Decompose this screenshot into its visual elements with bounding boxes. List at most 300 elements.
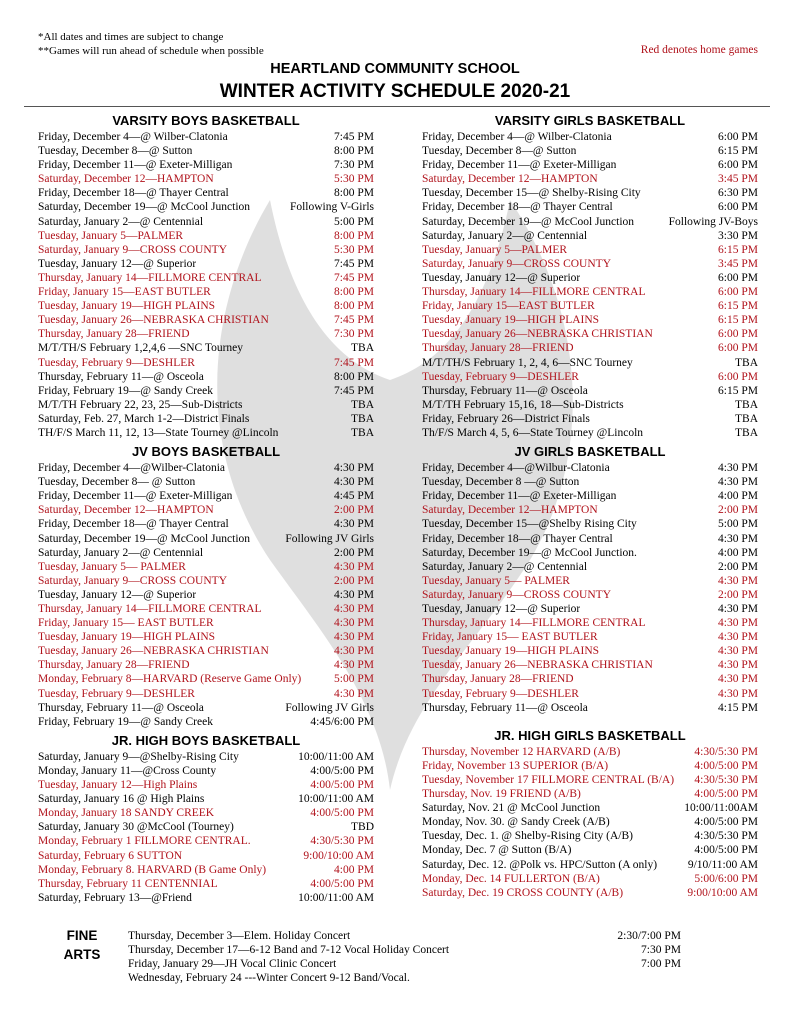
schedule-row bbox=[38, 130, 374, 144]
event-time: 4:00 PM bbox=[718, 546, 758, 559]
schedule-row bbox=[422, 327, 758, 341]
event-time: 6:00 PM bbox=[718, 370, 758, 383]
schedule-row bbox=[422, 658, 758, 672]
schedule-row bbox=[422, 370, 758, 384]
schedule-row bbox=[422, 759, 758, 773]
event-time: 10:00/11:00 AM bbox=[298, 750, 374, 763]
event-text: Saturday, January 9—CROSS COUNTY bbox=[422, 588, 611, 601]
event-time: 4:45/6:00 PM bbox=[310, 715, 374, 728]
event-time: 3:30 PM bbox=[718, 229, 758, 242]
event-time: 5:00 PM bbox=[334, 673, 374, 686]
jv-boys-schedule bbox=[38, 461, 374, 729]
note-games: **Games will run ahead of schedule when possible bbox=[38, 45, 264, 57]
event-text: Tuesday, Dec. 1. @ Shelby-Rising City (A/B) bbox=[422, 830, 633, 843]
event-time: 4:30/5:30 PM bbox=[310, 835, 374, 848]
event-text: Tuesday, December 15—@Shelby Rising City bbox=[422, 518, 637, 531]
event-time: 2:00 PM bbox=[334, 546, 374, 559]
event-text: Tuesday, January 12—@ Superior bbox=[38, 588, 197, 601]
section-title-varsity-girls: VARSITY GIRLS BASKETBALL bbox=[494, 113, 686, 128]
schedule-row bbox=[422, 829, 758, 843]
event-text: Saturday, Dec. 19 CROSS COUNTY (A/B) bbox=[422, 886, 624, 899]
event-time: 4:00/5:00 PM bbox=[310, 807, 374, 820]
event-time: 7:45 PM bbox=[334, 314, 374, 327]
event-text: Saturday, January 2—@ Centennial bbox=[38, 546, 204, 559]
schedule-row bbox=[38, 792, 374, 806]
schedule-row bbox=[38, 517, 374, 531]
event-text: Thursday, January 28—FRIEND bbox=[422, 342, 574, 355]
event-text: Tuesday, January 26—NEBRASKA CHRISTIAN bbox=[38, 645, 269, 658]
event-time: 5:00 PM bbox=[718, 518, 758, 531]
event-time: 4:00/5:00 PM bbox=[310, 877, 374, 890]
event-time: 4:00/5:00 PM bbox=[694, 788, 758, 801]
event-time: 4:00/5:00 PM bbox=[310, 764, 374, 777]
event-time: 4:30/5:30 PM bbox=[694, 745, 758, 758]
event-time: 4:30 PM bbox=[718, 476, 758, 489]
event-time: 2:00 PM bbox=[718, 560, 758, 573]
schedule-row bbox=[38, 820, 374, 834]
schedule-row bbox=[422, 560, 758, 574]
schedule-row bbox=[422, 186, 758, 200]
section-title-jr-girls: JR. HIGH GIRLS BASKETBALL bbox=[494, 727, 686, 743]
event-time: 5:00/6:00 PM bbox=[694, 872, 758, 885]
schedule-row bbox=[38, 215, 374, 229]
event-time: 2:00 PM bbox=[718, 588, 758, 601]
event-time: 6:15 PM bbox=[718, 145, 758, 158]
jr-high-girls-schedule bbox=[422, 745, 758, 900]
schedule-row bbox=[38, 299, 374, 313]
event-text: Friday, December 4—@ Wilber-Clatonia bbox=[422, 131, 612, 143]
schedule-row bbox=[422, 801, 758, 815]
event-time: 8:00 PM bbox=[334, 187, 374, 200]
schedule-row bbox=[422, 630, 758, 644]
event-text: Monday, February 1 FILLMORE CENTRAL. bbox=[38, 835, 251, 848]
event-time: 6:15 PM bbox=[718, 300, 758, 313]
event-text: Saturday, December 19—@ McCool Junction bbox=[38, 201, 251, 214]
event-time: 2:00 PM bbox=[334, 574, 374, 587]
event-time: 4:30 PM bbox=[334, 659, 374, 672]
schedule-row bbox=[38, 701, 374, 715]
event-time: 7:30 PM bbox=[334, 328, 374, 341]
event-time: 4:30 PM bbox=[334, 588, 374, 601]
schedule-row bbox=[38, 158, 374, 172]
schedule-row bbox=[422, 243, 758, 257]
schedule-row bbox=[38, 341, 374, 355]
fine-arts-schedule bbox=[128, 929, 681, 985]
event-text: Saturday, January 2—@ Centennial bbox=[422, 229, 588, 242]
event-time: 6:15 PM bbox=[718, 384, 758, 397]
event-text: Friday, January 15— EAST BUTLER bbox=[38, 617, 214, 630]
event-text: Thursday, November 12 HARVARD (A/B) bbox=[422, 745, 621, 758]
fine-arts-label-line1: FINE bbox=[66, 928, 98, 943]
event-time: 4:30/5:30 PM bbox=[694, 773, 758, 786]
schedule-row bbox=[422, 412, 758, 426]
event-text: Saturday, Nov. 21 @ McCool Junction bbox=[422, 802, 601, 815]
schedule-row bbox=[38, 327, 374, 341]
event-text: Tuesday, February 9—DESHLER bbox=[38, 356, 195, 369]
event-text: Thursday, January 28—FRIEND bbox=[38, 659, 190, 672]
schedule-row bbox=[422, 886, 758, 900]
event-time: 4:15 PM bbox=[718, 701, 758, 714]
event-text: Thursday, February 11 CENTENNIAL bbox=[38, 877, 218, 890]
event-time: 6:15 PM bbox=[718, 243, 758, 256]
event-text: Thursday, February 11—@ Osceola bbox=[38, 701, 204, 714]
event-text: Thursday, January 14—FILLMORE CENTRAL bbox=[38, 271, 262, 284]
schedule-row bbox=[422, 672, 758, 686]
event-text: Friday, December 11—@ Exeter-Milligan bbox=[38, 159, 233, 172]
event-time: TBA bbox=[351, 398, 374, 411]
schedule-row bbox=[38, 574, 374, 588]
schedule-row bbox=[38, 356, 374, 370]
event-time: 4:30 PM bbox=[334, 476, 374, 489]
schedule-row bbox=[422, 843, 758, 857]
schedule-row bbox=[422, 687, 758, 701]
event-time: 4:30 PM bbox=[718, 574, 758, 587]
event-time: 4:00 PM bbox=[718, 490, 758, 503]
event-text: Friday, December 18—@ Thayer Central bbox=[422, 201, 613, 214]
page-title: WINTER ACTIVITY SCHEDULE 2020-21 bbox=[219, 81, 571, 102]
schedule-row bbox=[38, 849, 374, 863]
event-time: 8:00 PM bbox=[334, 286, 374, 299]
event-time: 3:45 PM bbox=[718, 173, 758, 186]
event-text: Thursday, January 14—FILLMORE CENTRAL bbox=[422, 617, 646, 630]
section-title-jv-girls: JV GIRLS BASKETBALL bbox=[514, 444, 666, 460]
event-text: Friday, February 19—@ Sandy Creek bbox=[38, 384, 213, 397]
schedule-row bbox=[422, 815, 758, 829]
event-text: Friday, February 26—District Finals bbox=[422, 412, 590, 425]
event-text: Tuesday, January 19—HIGH PLAINS bbox=[422, 314, 600, 327]
schedule-row bbox=[422, 546, 758, 560]
event-time: 6:00 PM bbox=[718, 286, 758, 299]
event-text: Saturday, February 13—@Friend bbox=[38, 891, 192, 904]
event-time: 9:00/10:00 AM bbox=[303, 849, 374, 862]
event-text: Friday, December 18—@ Thayer Central bbox=[38, 187, 229, 200]
event-time: 4:00/5:00 PM bbox=[694, 816, 758, 829]
event-time: 4:30 PM bbox=[334, 518, 374, 531]
schedule-row bbox=[422, 773, 758, 787]
event-text: Friday, January 15— EAST BUTLER bbox=[422, 631, 598, 644]
schedule-row bbox=[422, 229, 758, 243]
schedule-row bbox=[38, 503, 374, 517]
event-text: M/T/TH February 22, 23, 25—Sub-Districts bbox=[38, 398, 243, 411]
event-time: Following V-Girls bbox=[289, 201, 374, 214]
event-text: Tuesday, December 15—@ Shelby-Rising City bbox=[422, 187, 641, 200]
schedule-row bbox=[38, 602, 374, 616]
schedule-row bbox=[422, 356, 758, 370]
event-text: Tuesday, February 9—DESHLER bbox=[422, 687, 579, 700]
event-text: Tuesday, January 12—High Plains bbox=[38, 779, 198, 792]
event-text: Thursday, February 11—@ Osceola bbox=[422, 384, 588, 397]
event-time: 6:00 PM bbox=[718, 328, 758, 341]
schedule-row bbox=[422, 489, 758, 503]
schedule-row bbox=[38, 560, 374, 574]
event-text: Saturday, January 9—@Shelby-Rising City bbox=[38, 750, 239, 763]
event-text: Monday, Dec. 7 @ Sutton (B/A) bbox=[422, 844, 572, 857]
event-time: 4:30 PM bbox=[334, 617, 374, 630]
event-text: Tuesday, January 5— PALMER bbox=[422, 574, 570, 587]
schedule-row bbox=[38, 398, 374, 412]
event-text: Monday, February 8. HARVARD (B Game Only) bbox=[38, 863, 267, 876]
schedule-row bbox=[422, 299, 758, 313]
event-text: Saturday, January 2—@ Centennial bbox=[422, 560, 588, 573]
schedule-row bbox=[422, 285, 758, 299]
event-time: 6:00 PM bbox=[718, 131, 758, 143]
event-time: 4:30 PM bbox=[718, 631, 758, 644]
event-time: Following JV Girls bbox=[285, 532, 374, 545]
event-text: Thursday, January 14—FILLMORE CENTRAL bbox=[422, 286, 646, 299]
event-time: 4:30 PM bbox=[718, 645, 758, 658]
event-time: 4:30 PM bbox=[718, 659, 758, 672]
event-time: TBA bbox=[735, 356, 758, 369]
schedule-row bbox=[38, 271, 374, 285]
event-text: Friday, November 13 SUPERIOR (B/A) bbox=[422, 759, 609, 772]
schedule-row bbox=[422, 341, 758, 355]
event-text: Monday, Nov. 30. @ Sandy Creek (A/B) bbox=[422, 816, 610, 829]
event-text: Tuesday, December 8—@ Sutton bbox=[38, 145, 193, 158]
schedule-row bbox=[128, 943, 681, 957]
event-time: 7:45 PM bbox=[334, 356, 374, 369]
event-text: Friday, December 18—@ Thayer Central bbox=[422, 532, 613, 545]
event-text: Tuesday, December 8— @ Sutton bbox=[38, 476, 196, 489]
event-text: Thursday, December 17—6-12 Band and 7-12 Vocal Holiday Concert bbox=[128, 944, 450, 956]
header-divider bbox=[24, 106, 770, 107]
event-time: 4:00/5:00 PM bbox=[694, 759, 758, 772]
event-time: Following JV Girls bbox=[285, 701, 374, 714]
event-time: 4:30/5:30 PM bbox=[694, 830, 758, 843]
event-text: Saturday, January 9—CROSS COUNTY bbox=[38, 574, 227, 587]
schedule-row bbox=[38, 257, 374, 271]
event-text: Tuesday, January 5—PALMER bbox=[422, 243, 568, 256]
schedule-row bbox=[422, 745, 758, 759]
event-text: Saturday, February 6 SUTTON bbox=[38, 849, 183, 862]
event-time: TBA bbox=[735, 412, 758, 425]
event-time: TBD bbox=[351, 821, 374, 834]
schedule-row bbox=[38, 834, 374, 848]
event-time: 4:30 PM bbox=[334, 560, 374, 573]
note-dates: *All dates and times are subject to change bbox=[38, 31, 224, 43]
schedule-row bbox=[422, 271, 758, 285]
event-text: M/T/TH/S February 1,2,4,6 —SNC Tourney bbox=[38, 342, 244, 355]
event-time: 6:00 PM bbox=[718, 271, 758, 284]
schedule-row bbox=[38, 658, 374, 672]
event-text: Wednesday, February 24 ---Winter Concert 9-12 Band/Vocal. bbox=[128, 972, 410, 984]
event-time: 4:00 PM bbox=[334, 863, 374, 876]
schedule-row bbox=[422, 130, 758, 144]
event-text: Friday, January 29—JH Vocal Clinic Concert bbox=[128, 958, 337, 970]
schedule-row bbox=[38, 532, 374, 546]
event-time: 4:30 PM bbox=[334, 645, 374, 658]
event-time: 6:00 PM bbox=[718, 342, 758, 355]
event-time: 7:45 PM bbox=[334, 131, 374, 143]
event-text: Saturday, December 19—@ McCool Junction bbox=[422, 215, 635, 228]
schedule-row bbox=[422, 503, 758, 517]
schedule-row bbox=[38, 172, 374, 186]
schedule-row bbox=[422, 872, 758, 886]
schedule-row bbox=[38, 891, 374, 905]
event-time: 4:00/5:00 PM bbox=[694, 844, 758, 857]
jv-girls-schedule bbox=[422, 461, 758, 715]
schedule-row bbox=[38, 426, 374, 440]
schedule-row bbox=[422, 158, 758, 172]
schedule-row bbox=[38, 475, 374, 489]
event-text: M/T/TH/S February 1, 2, 4, 6—SNC Tourney bbox=[422, 356, 633, 369]
event-time: 8:00 PM bbox=[334, 300, 374, 313]
schedule-row bbox=[422, 616, 758, 630]
event-text: Friday, February 19—@ Sandy Creek bbox=[38, 715, 213, 728]
schedule-row bbox=[38, 370, 374, 384]
event-text: Thursday, January 28—FRIEND bbox=[38, 328, 190, 341]
schedule-row bbox=[38, 186, 374, 200]
schedule-row bbox=[38, 877, 374, 891]
event-time: 4:45 PM bbox=[334, 490, 374, 503]
event-text: Tuesday, January 19—HIGH PLAINS bbox=[38, 631, 216, 644]
event-text: Thursday, February 11—@ Osceola bbox=[422, 701, 588, 714]
schedule-row bbox=[422, 787, 758, 801]
fine-arts-label bbox=[60, 926, 104, 964]
event-time: 7:45 PM bbox=[334, 257, 374, 270]
varsity-boys-schedule bbox=[38, 130, 374, 440]
event-time: 4:30 PM bbox=[718, 687, 758, 700]
schedule-row bbox=[38, 644, 374, 658]
event-time: TBA bbox=[351, 342, 374, 355]
event-text: Tuesday, January 26—NEBRASKA CHRISTIAN bbox=[422, 659, 653, 672]
schedule-row bbox=[422, 858, 758, 872]
event-time: 6:15 PM bbox=[718, 314, 758, 327]
event-time: 10:00/11:00 AM bbox=[298, 891, 374, 904]
event-time: 5:30 PM bbox=[334, 243, 374, 256]
section-title-varsity-boys: VARSITY BOYS BASKETBALL bbox=[112, 113, 300, 128]
event-text: Saturday, December 12—HAMPTON bbox=[38, 173, 214, 186]
event-time: 5:30 PM bbox=[334, 173, 374, 186]
event-text: Friday, January 15—EAST BUTLER bbox=[422, 300, 595, 313]
schedule-row bbox=[38, 715, 374, 729]
event-text: M/T/TH February 15,16, 18—Sub-Districts bbox=[422, 398, 624, 411]
schedule-row bbox=[422, 398, 758, 412]
event-time: 10:00/11:00AM bbox=[684, 802, 758, 815]
schedule-row bbox=[38, 489, 374, 503]
right-column bbox=[422, 112, 758, 900]
schedule-row bbox=[38, 384, 374, 398]
event-time: 7:45 PM bbox=[334, 384, 374, 397]
event-time: 8:00 PM bbox=[334, 370, 374, 383]
event-time: 7:30 PM bbox=[641, 944, 681, 956]
event-time: 8:00 PM bbox=[334, 145, 374, 158]
schedule-row bbox=[422, 426, 758, 440]
event-text: Saturday, January 30 @McCool (Tourney) bbox=[38, 821, 234, 834]
jr-high-boys-schedule bbox=[38, 750, 374, 905]
event-text: Monday, January 18 SANDY CREEK bbox=[38, 807, 215, 820]
event-time: 4:30 PM bbox=[718, 617, 758, 630]
event-text: Tuesday, January 19—HIGH PLAINS bbox=[422, 645, 600, 658]
event-time: 2:30/7:00 PM bbox=[617, 930, 681, 942]
event-text: Tuesday, January 26—NEBRASKA CHRISTIAN bbox=[422, 328, 653, 341]
event-text: Saturday, December 12—HAMPTON bbox=[422, 504, 598, 517]
event-text: Tuesday, January 12—@ Superior bbox=[38, 257, 197, 270]
event-text: Thursday, January 28—FRIEND bbox=[422, 673, 574, 686]
event-text: Friday, December 11—@ Exeter-Milligan bbox=[422, 159, 617, 172]
event-text: Saturday, January 16 @ High Plains bbox=[38, 793, 205, 806]
event-text: Saturday, Feb. 27, March 1-2—District Finals bbox=[38, 412, 250, 425]
section-title-jr-boys: JR. HIGH BOYS BASKETBALL bbox=[111, 732, 301, 748]
event-time: 4:30 PM bbox=[718, 532, 758, 545]
event-time: 9/10/11:00 AM bbox=[687, 858, 758, 871]
schedule-row bbox=[422, 644, 758, 658]
event-text: Saturday, December 19—@ McCool Junction. bbox=[422, 546, 637, 559]
schedule-row bbox=[38, 229, 374, 243]
event-text: Saturday, Dec. 12. @Polk vs. HPC/Sutton (A only) bbox=[422, 858, 658, 871]
disclaimer-notes bbox=[38, 30, 264, 58]
event-text: Tuesday, January 5— PALMER bbox=[38, 560, 186, 573]
schedule-row bbox=[422, 602, 758, 616]
schedule-row bbox=[38, 588, 374, 602]
event-time: 4:30 PM bbox=[718, 603, 758, 615]
school-name: HEARTLAND COMMUNITY SCHOOL bbox=[270, 61, 520, 77]
schedule-row bbox=[38, 461, 374, 475]
event-text: Tuesday, February 9—DESHLER bbox=[38, 687, 195, 700]
schedule-row bbox=[422, 532, 758, 546]
schedule-row bbox=[422, 701, 758, 715]
event-time: TBA bbox=[735, 426, 758, 439]
schedule-row bbox=[422, 475, 758, 489]
event-time: 4:00/5:00 PM bbox=[310, 779, 374, 792]
event-time: 4:30 PM bbox=[334, 687, 374, 700]
schedule-row bbox=[422, 313, 758, 327]
event-text: TH/F/S March 11, 12, 13—State Tourney @Lincoln bbox=[38, 426, 279, 439]
schedule-row bbox=[38, 630, 374, 644]
schedule-row bbox=[422, 144, 758, 158]
event-time: 4:30 PM bbox=[718, 673, 758, 686]
event-text: Thursday, February 11—@ Osceola bbox=[38, 370, 204, 383]
event-time: 10:00/11:00 AM bbox=[298, 793, 374, 806]
schedule-row bbox=[38, 313, 374, 327]
schedule-row bbox=[38, 863, 374, 877]
schedule-row bbox=[128, 971, 681, 985]
schedule-row bbox=[38, 285, 374, 299]
schedule-row bbox=[422, 517, 758, 531]
event-text: Tuesday, February 9—DESHLER bbox=[422, 370, 579, 383]
schedule-row bbox=[128, 957, 681, 971]
event-time: 2:00 PM bbox=[718, 504, 758, 517]
event-text: Friday, January 15—EAST BUTLER bbox=[38, 286, 211, 299]
schedule-row bbox=[422, 257, 758, 271]
event-text: Tuesday, November 17 FILLMORE CENTRAL (B/A) bbox=[422, 773, 675, 786]
event-time: 7:00 PM bbox=[641, 958, 681, 970]
event-time: TBA bbox=[351, 426, 374, 439]
event-text: Tuesday, January 26—NEBRASKA CHRISTIAN bbox=[38, 314, 269, 327]
event-text: Saturday, December 19—@ McCool Junction bbox=[38, 532, 251, 545]
schedule-row bbox=[38, 778, 374, 792]
event-text: Friday, December 4—@Wilbur-Clatonia bbox=[422, 462, 610, 475]
home-games-note: Red denotes home games bbox=[640, 44, 758, 56]
event-time: 4:30 PM bbox=[334, 462, 374, 475]
event-text: Friday, December 11—@ Exeter-Milligan bbox=[422, 490, 617, 503]
event-text: Monday, Dec. 14 FULLERTON (B/A) bbox=[422, 872, 600, 885]
event-time: 6:00 PM bbox=[718, 201, 758, 214]
schedule-row bbox=[422, 215, 758, 229]
event-text: Thursday, December 3—Elem. Holiday Concert bbox=[128, 930, 351, 942]
event-time: 2:00 PM bbox=[334, 504, 374, 517]
event-time: TBA bbox=[351, 412, 374, 425]
schedule-row bbox=[38, 412, 374, 426]
schedule-row bbox=[38, 616, 374, 630]
event-text: Monday, February 8—HARVARD (Reserve Game Only) bbox=[38, 673, 302, 686]
event-time: 6:00 PM bbox=[718, 159, 758, 172]
schedule-row bbox=[422, 200, 758, 214]
schedule-row bbox=[38, 144, 374, 158]
event-time: 7:45 PM bbox=[334, 271, 374, 284]
schedule-row bbox=[38, 750, 374, 764]
event-text: Friday, December 18—@ Thayer Central bbox=[38, 518, 229, 531]
schedule-row bbox=[422, 574, 758, 588]
